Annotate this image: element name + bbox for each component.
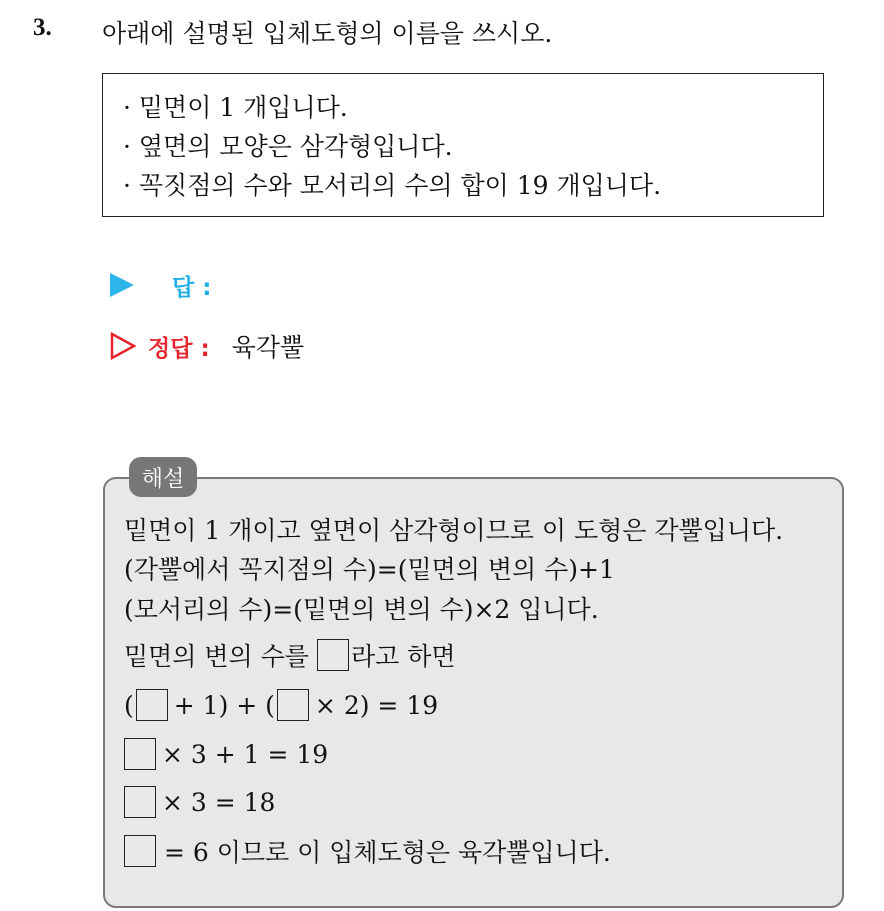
equation-line — [124, 784, 275, 820]
explanation-line — [124, 637, 456, 673]
equation-text: × 3 + 1 = 19 — [162, 739, 329, 769]
equation-line — [124, 736, 328, 772]
explanation-text: 밑면의 변의 수를 — [124, 642, 309, 671]
question-number: 3. — [33, 14, 52, 41]
outline-triangle-icon — [110, 332, 136, 360]
equation-text: ( — [124, 690, 134, 720]
blank-box — [124, 786, 156, 818]
answer-row — [110, 268, 211, 302]
correct-label: 정답 : — [148, 335, 210, 362]
equation-text: × 2) = 19 — [314, 690, 439, 720]
blank-box — [124, 738, 156, 770]
equation-text: = 6 이므로 이 입체도형은 육각뿔입니다. — [164, 838, 611, 867]
explanation-line — [124, 590, 599, 626]
correct-value: 육각뿔 — [231, 333, 305, 362]
blank-box — [136, 689, 168, 721]
conditions-box — [102, 73, 824, 217]
correct-answer-row — [110, 328, 304, 364]
explanation-text: (각뿔에서 꼭지점의 수)=(밑면의 변의 수)+1 — [124, 555, 615, 584]
explanation-text: 밑면이 1 개이고 옆면이 삼각형이므로 이 도형은 각뿔입니다. — [124, 516, 784, 545]
explanation-text: 라고 하면 — [350, 642, 456, 671]
explanation-text: (모서리의 수)=(밑면의 변의 수)×2 입니다. — [124, 595, 599, 624]
explanation-tab: 해설 — [129, 457, 197, 497]
blank-box — [317, 639, 349, 671]
explanation-line — [124, 550, 615, 586]
equation-line — [124, 833, 611, 869]
condition-item: · 꼭짓점의 수와 모서리의 수의 합이 19 개입니다. — [123, 171, 662, 200]
condition-item: · 밑면이 1 개입니다. — [123, 93, 348, 122]
play-triangle-icon — [110, 273, 134, 297]
explanation-line — [124, 511, 783, 547]
answer-label: 답 : — [172, 274, 212, 301]
question-text: 아래에 설명된 입체도형의 이름을 쓰시오. — [102, 19, 553, 48]
blank-box — [277, 689, 309, 721]
equation-text: × 3 = 18 — [162, 787, 276, 817]
equation-text: + 1) + ( — [173, 690, 275, 720]
equation-line — [124, 687, 438, 723]
blank-box — [124, 835, 156, 867]
condition-item: · 옆면의 모양은 삼각형입니다. — [123, 132, 453, 161]
